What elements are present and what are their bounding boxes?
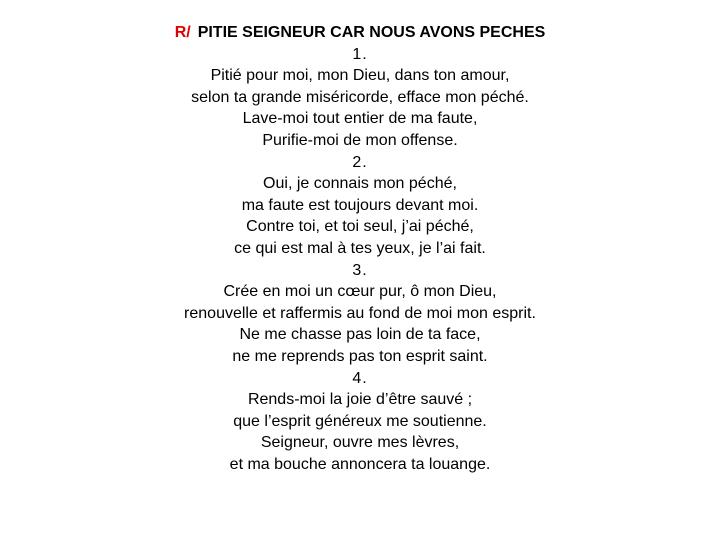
stanza-line: selon ta grande miséricorde, efface mon péché. (191, 88, 529, 106)
stanza-number: 1. (352, 45, 368, 63)
stanza-line: que l’esprit généreux me soutienne. (233, 412, 487, 430)
stanza-number: 2. (352, 153, 368, 171)
stanza-line: Ne me chasse pas loin de ta face, (239, 326, 481, 344)
stanza-line: ma faute est toujours devant moi. (241, 196, 479, 214)
refrain-title-line (0, 22, 720, 44)
stanza-line: Crée en moi un cœur pur, ô mon Dieu, (223, 283, 497, 301)
stanza-line: et ma bouche annoncera ta louange. (229, 455, 491, 473)
stanza-2 (0, 152, 720, 260)
refrain-title: PITIE SEIGNEUR CAR NOUS AVONS PECHES (197, 24, 546, 41)
stanza-line: ne me reprends pas ton esprit saint. (232, 347, 488, 365)
stanza-line: Pitié pour moi, mon Dieu, dans ton amour, (210, 67, 510, 85)
stanza-line: Lave-moi tout entier de ma faute, (242, 110, 478, 128)
stanza-3 (0, 260, 720, 368)
stanza-1 (0, 44, 720, 152)
stanza-line: Oui, je connais mon péché, (263, 175, 457, 193)
stanza-line: Contre toi, et toi seul, j’ai péché, (246, 218, 474, 236)
stanza-number: 3. (352, 261, 368, 279)
stanza-line: ce qui est mal à tes yeux, je l’ai fait. (234, 239, 486, 257)
stanza-line: Seigneur, ouvre mes lèvres, (260, 434, 460, 452)
stanza-number: 4. (352, 369, 368, 387)
stanza-line: Rends-moi la joie d’être sauvé ; (247, 391, 473, 409)
stanza-4 (0, 368, 720, 476)
stanza-line: renouvelle et raffermis au fond de moi mon esprit. (184, 304, 536, 322)
psalm-text-block (0, 22, 720, 475)
refrain-mark: R/ (174, 24, 191, 41)
stanza-line: Purifie-moi de mon offense. (262, 131, 458, 149)
